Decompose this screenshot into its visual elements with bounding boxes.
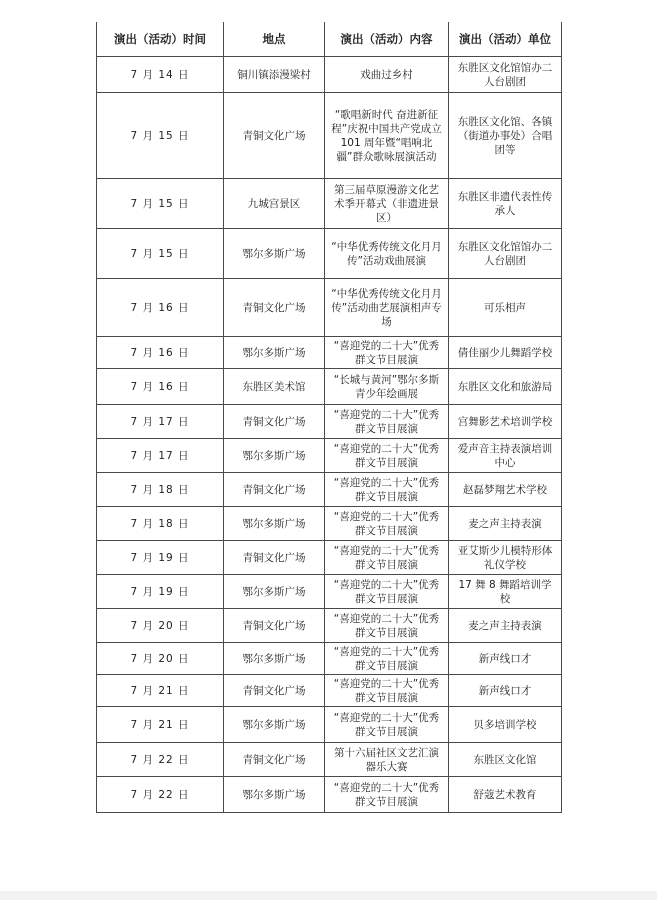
cell-location: 铜川镇添漫梁村 <box>224 57 325 93</box>
cell-content: “喜迎党的二十大”优秀群文节目展演 <box>325 473 449 507</box>
cell-location: 青铜文化广场 <box>224 93 325 179</box>
table-row <box>97 575 562 609</box>
cell-content: 第三届草原漫游文化艺术季开幕式（非遗进景区） <box>325 179 449 229</box>
cell-unit: 东胜区文化馆 <box>449 743 562 777</box>
cell-location: 鄂尔多斯广场 <box>224 707 325 743</box>
cell-content: “喜迎党的二十大”优秀群文节目展演 <box>325 507 449 541</box>
cell-location: 青铜文化广场 <box>224 675 325 707</box>
cell-content: “喜迎党的二十大”优秀群文节目展演 <box>325 643 449 675</box>
cell-date: 7 月 20 日 <box>97 643 224 675</box>
table-row <box>97 279 562 337</box>
table-row <box>97 507 562 541</box>
table-row <box>97 777 562 813</box>
cell-location: 鄂尔多斯广场 <box>224 777 325 813</box>
cell-location: 青铜文化广场 <box>224 473 325 507</box>
cell-location: 东胜区美术馆 <box>224 369 325 405</box>
cell-content: “喜迎党的二十大”优秀群文节目展演 <box>325 575 449 609</box>
cell-unit: 宫舞影艺术培训学校 <box>449 405 562 439</box>
table-row <box>97 229 562 279</box>
table-row <box>97 405 562 439</box>
cell-unit: 麦之声主持表演 <box>449 507 562 541</box>
cell-content: “喜迎党的二十大”优秀群文节目展演 <box>325 707 449 743</box>
header-time: 演出（活动）时间 <box>97 22 224 57</box>
cell-unit: 17 舞 8 舞蹈培训学校 <box>449 575 562 609</box>
cell-date: 7 月 15 日 <box>97 229 224 279</box>
cell-location: 青铜文化广场 <box>224 279 325 337</box>
cell-location: 青铜文化广场 <box>224 541 325 575</box>
cell-date: 7 月 16 日 <box>97 337 224 369</box>
table-row <box>97 179 562 229</box>
table-row <box>97 675 562 707</box>
table-row <box>97 93 562 179</box>
cell-date: 7 月 18 日 <box>97 507 224 541</box>
cell-date: 7 月 21 日 <box>97 675 224 707</box>
cell-unit: 亚艾斯少儿模特形体礼仪学校 <box>449 541 562 575</box>
cell-date: 7 月 22 日 <box>97 743 224 777</box>
cell-date: 7 月 16 日 <box>97 369 224 405</box>
table-row <box>97 337 562 369</box>
cell-unit: 麦之声主持表演 <box>449 609 562 643</box>
table-row <box>97 609 562 643</box>
cell-unit: 东胜区文化和旅游局 <box>449 369 562 405</box>
cell-content: “喜迎党的二十大”优秀群文节目展演 <box>325 541 449 575</box>
cell-unit: 东胜区文化馆馆办二人台剧团 <box>449 57 562 93</box>
table-row <box>97 473 562 507</box>
cell-location: 鄂尔多斯广场 <box>224 643 325 675</box>
cell-content: “喜迎党的二十大”优秀群文节目展演 <box>325 609 449 643</box>
cell-content: “喜迎党的二十大”优秀群文节目展演 <box>325 405 449 439</box>
cell-location: 鄂尔多斯广场 <box>224 575 325 609</box>
cell-unit: 东胜区文化馆、各镇（街道办事处）合唱团等 <box>449 93 562 179</box>
page-bottom-margin <box>0 891 657 900</box>
cell-location: 九城宫景区 <box>224 179 325 229</box>
cell-location: 青铜文化广场 <box>224 609 325 643</box>
cell-date: 7 月 15 日 <box>97 93 224 179</box>
cell-date: 7 月 14 日 <box>97 57 224 93</box>
cell-location: 鄂尔多斯广场 <box>224 439 325 473</box>
cell-unit: 爱声音主持表演培训中心 <box>449 439 562 473</box>
table-row <box>97 439 562 473</box>
cell-date: 7 月 17 日 <box>97 405 224 439</box>
cell-date: 7 月 19 日 <box>97 541 224 575</box>
cell-location: 鄂尔多斯广场 <box>224 229 325 279</box>
cell-location: 鄂尔多斯广场 <box>224 507 325 541</box>
schedule-table <box>96 22 562 813</box>
cell-content: “喜迎党的二十大”优秀群文节目展演 <box>325 337 449 369</box>
table-row <box>97 57 562 93</box>
cell-content: “喜迎党的二十大”优秀群文节目展演 <box>325 439 449 473</box>
table-row <box>97 541 562 575</box>
cell-unit: 舒蔻艺术教育 <box>449 777 562 813</box>
cell-location: 青铜文化广场 <box>224 743 325 777</box>
cell-content: “中华优秀传统文化月月传”活动曲艺展演相声专场 <box>325 279 449 337</box>
cell-unit: 贝多培训学校 <box>449 707 562 743</box>
cell-location: 鄂尔多斯广场 <box>224 337 325 369</box>
cell-content: 戏曲过乡村 <box>325 57 449 93</box>
cell-date: 7 月 19 日 <box>97 575 224 609</box>
cell-date: 7 月 16 日 <box>97 279 224 337</box>
header-content: 演出（活动）内容 <box>325 22 449 57</box>
cell-content: “长城与黄河”鄂尔多斯青少年绘画展 <box>325 369 449 405</box>
cell-content: 第十六届社区文艺汇演器乐大赛 <box>325 743 449 777</box>
cell-location: 青铜文化广场 <box>224 405 325 439</box>
cell-content: “歌唱新时代 奋进新征程”庆祝中国共产党成立 101 周年暨“唱响北疆”群众歌咏展演活动 <box>325 93 449 179</box>
cell-content: “喜迎党的二十大”优秀群文节目展演 <box>325 675 449 707</box>
cell-content: “中华优秀传统文化月月传”活动戏曲展演 <box>325 229 449 279</box>
table-header-row <box>97 22 562 57</box>
cell-date: 7 月 22 日 <box>97 777 224 813</box>
cell-unit: 赵磊梦翔艺术学校 <box>449 473 562 507</box>
cell-unit: 新声线口才 <box>449 643 562 675</box>
table-row <box>97 743 562 777</box>
cell-date: 7 月 18 日 <box>97 473 224 507</box>
header-location: 地点 <box>224 22 325 57</box>
cell-date: 7 月 20 日 <box>97 609 224 643</box>
cell-content: “喜迎党的二十大”优秀群文节目展演 <box>325 777 449 813</box>
table-row <box>97 369 562 405</box>
table-row <box>97 707 562 743</box>
table-row <box>97 643 562 675</box>
cell-date: 7 月 17 日 <box>97 439 224 473</box>
cell-unit: 东胜区文化馆馆办二人台剧团 <box>449 229 562 279</box>
table-body <box>97 57 562 813</box>
cell-date: 7 月 15 日 <box>97 179 224 229</box>
header-unit: 演出（活动）单位 <box>449 22 562 57</box>
cell-unit: 可乐相声 <box>449 279 562 337</box>
cell-date: 7 月 21 日 <box>97 707 224 743</box>
cell-unit: 新声线口才 <box>449 675 562 707</box>
cell-unit: 东胜区非遗代表性传承人 <box>449 179 562 229</box>
cell-unit: 倩佳丽少儿舞蹈学校 <box>449 337 562 369</box>
